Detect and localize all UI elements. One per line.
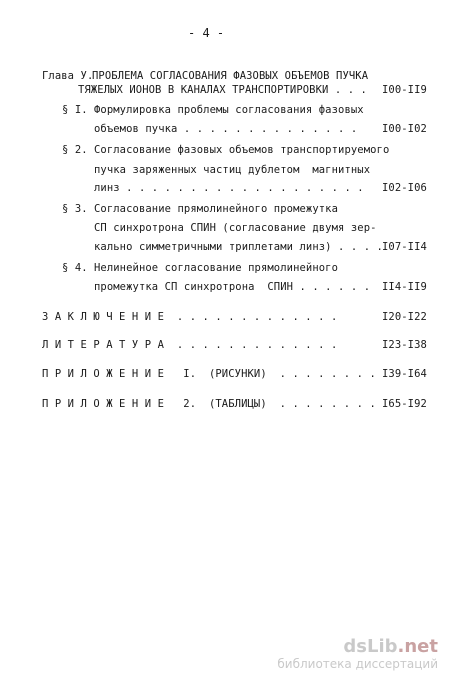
page-number: - 4 - [188, 26, 225, 40]
chapter-title-line1: ПРОБЛЕМА СОГЛАСОВАНИЯ ФАЗОВЫХ ОБЪЕМОВ ПУЧКА [92, 70, 369, 82]
section-number: § 3. [62, 203, 88, 215]
chapter-pages: I00-II9 [382, 84, 427, 96]
back-matter-title: Л И Т Е Р А Т У Р А . . . . . . . . . . . . . [42, 339, 338, 351]
watermark-logo-domain: .net [397, 636, 438, 657]
section-title-line2: СП синхротрона СПИН (согласование двумя зер- [94, 222, 377, 234]
section-pages: I02-I06 [382, 182, 427, 194]
back-matter-pages: I39-I64 [382, 368, 427, 380]
section-title-line2: промежутка СП синхротрона СПИН . . . . . . [94, 281, 371, 293]
section-title-line1: Нелинейное согласование прямолинейного [94, 262, 339, 274]
section-title-line1: Формулировка проблемы согласования фазовых [94, 104, 364, 116]
section-pages: II4-II9 [382, 281, 427, 293]
section-title-line1: Согласование прямолинейного промежутка [94, 203, 339, 215]
section-pages: I07-II4 [382, 241, 427, 253]
section-title-line2: пучка заряженных частиц дублетом магнитных [94, 164, 371, 176]
back-matter-pages: I20-I22 [382, 311, 427, 323]
watermark-subtitle: библиотека диссертаций [277, 657, 438, 671]
section-title-line3: линз . . . . . . . . . . . . . . . . . . . [94, 182, 364, 194]
back-matter-title: П Р И Л О Ж Е Н И Е 2. (ТАБЛИЦЫ) . . . . . . . . [42, 398, 376, 410]
back-matter-pages: I65-I92 [382, 398, 427, 410]
chapter-label: Глава У. [42, 70, 94, 82]
back-matter-title: П Р И Л О Ж Е Н И Е I. (РИСУНКИ) . . . . . . . . [42, 368, 376, 380]
back-matter-title: З А К Л Ю Ч Е Н И Е . . . . . . . . . . . . . [42, 311, 338, 323]
chapter-title-line2: ТЯЖЕЛЫХ ИОНОВ В КАНАЛАХ ТРАНСПОРТИРОВКИ . . . [78, 84, 367, 96]
section-title-line1: Согласование фазовых объемов транспортируемого [94, 144, 390, 156]
back-matter-pages: I23-I38 [382, 339, 427, 351]
section-pages: I00-I02 [382, 123, 427, 135]
watermark-logo-main: dsLib [343, 636, 398, 657]
watermark-logo [343, 636, 438, 657]
section-title-line2: объемов пучка . . . . . . . . . . . . . . [94, 123, 358, 135]
section-title-line3: кально симметричными триплетами линз) . . . . [94, 241, 383, 253]
section-number: § I. [62, 104, 88, 116]
section-number: § 4. [62, 262, 88, 274]
section-number: § 2. [62, 144, 88, 156]
